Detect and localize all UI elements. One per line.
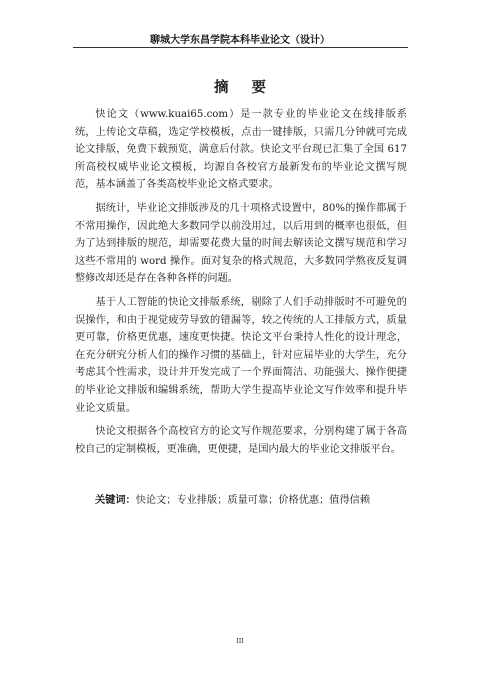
page-header: 聊城大学东昌学院本科毕业论文（设计） [150,35,330,46]
keywords-label: 关键词： [95,495,136,506]
abstract-body [75,106,407,464]
keywords-value: 快论文；专业排版；质量可靠；价格优惠；值得信赖 [135,495,371,506]
abstract-paragraph-4: 快论文根据各个高校官方的论文写作规范要求，分别构建了属于各高校自己的定制模板，更准确，更便捷，是国内最大的毕业论文排版平台。 [75,426,407,455]
abstract-paragraph-1: 快论文（www.kuai65.com）是一款专业的毕业论文在线排版系统，上传论文草稿，选定学校模板，点击一键排版，只需几分钟就可完成论文排版，免费下载预览，满意后付款。快论文平台现已汇集了全国 617 所高校权威毕业论文模板，均源自各校官方最新发布的毕业论文撰写规范，基本涵盖了各类高校毕业论文格式要求。 [75,109,407,191]
header-rule [73,47,408,48]
abstract-paragraph-3: 基于人工智能的快论文排版系统，剔除了人们手动排版时不可避免的误操作，和由于视觉疲劳导致的错漏等，较之传统的人工排版方式，质量更可靠，价格更优惠，速度更快捷。快论文平台秉持人性化的设计理念，在充分研究分析人们的操作习惯的基础上，针对应届毕业的大学生，充分考虑其个性需求，设计并开发完成了一个界面简洁、功能强大、操作便捷的毕业论文排版和编辑系统，帮助大学生提高毕业论文写作效率和提升毕业论文质量。 [75,296,407,414]
abstract-title: 摘 要 [213,80,276,96]
page-number: III [236,637,244,645]
keywords-line [95,492,415,510]
abstract-paragraph-2: 据统计，毕业论文排版涉及的几十项格式设置中，80%的操作都属于不常用操作，因此绝大多数同学以前没用过，以后用到的概率也很低，但为了达到排版的规范，却需要花费大量的时间去解读论文撰写规范和学习这些不常用的 word 操作。面对复杂的格式规范，大多数同学熬夜反复调整修改却还是存在各种各样的问题。 [75,202,407,285]
